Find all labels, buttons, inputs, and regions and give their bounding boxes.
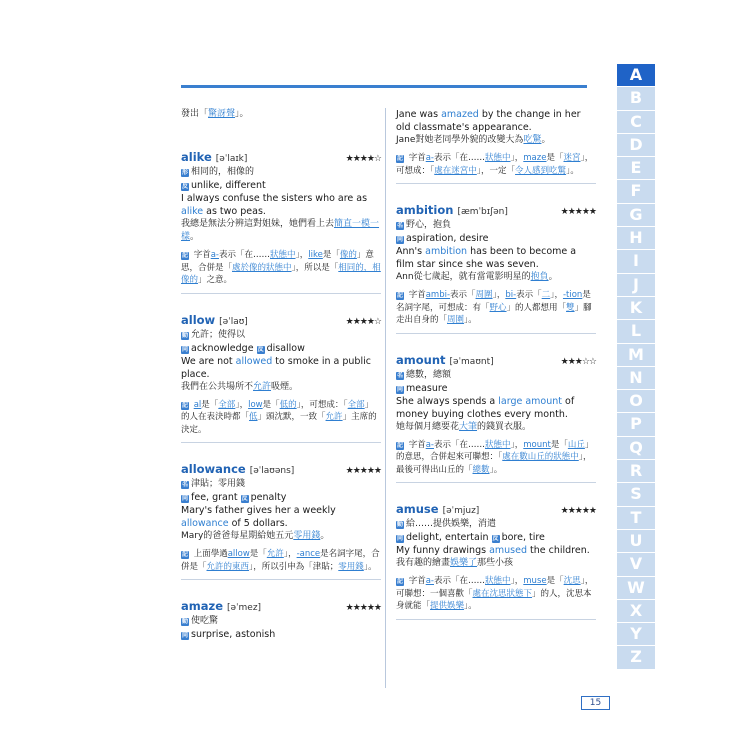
entry-head xyxy=(181,151,381,166)
alphabet-tab-m[interactable]: M xyxy=(617,344,655,366)
alphabet-tab-i[interactable]: I xyxy=(617,250,655,272)
entry-head xyxy=(181,314,381,329)
carryover-text: 發出「驚訝聲」。 xyxy=(181,109,249,119)
entry-head xyxy=(181,600,381,615)
example-en: Ann's ambition has been to become a film star since she was seven. xyxy=(396,246,577,270)
memory-tip: 記 字首a-表示「在……狀態中」，mount是「山丘」的意思，合併起來可聯想：「處在數山丘的狀態中」，最後可得出山丘的「總數」。 xyxy=(396,439,596,484)
alphabet-tabs xyxy=(617,64,655,670)
entry-head xyxy=(396,503,596,518)
alphabet-tab-h[interactable]: H xyxy=(617,227,655,249)
alphabet-tab-x[interactable]: X xyxy=(617,600,655,622)
right-column xyxy=(396,108,596,620)
rating-stars: ★★★★☆ xyxy=(345,316,381,327)
entry-amaze xyxy=(181,600,381,641)
definition: 名 野心，抱負 xyxy=(396,220,452,230)
example-zh: 我們在公共場所不允許吸煙。 xyxy=(181,381,299,392)
entry-amuse xyxy=(396,503,596,620)
synonyms: 同 fee, grant 反 penalty xyxy=(181,492,287,503)
example-en: We are not allowed to smoke in a public place. xyxy=(181,355,371,380)
alphabet-tab-b[interactable]: B xyxy=(617,87,655,109)
pronunciation: [əˈlaʊəns] xyxy=(249,466,295,476)
entry-head xyxy=(396,354,596,369)
antonyms: 反 unlike, different xyxy=(181,180,266,191)
pronunciation: [əˈlaʊ] xyxy=(219,316,248,327)
example-en: Jane was amazed by the change in her old classmate's appearance. xyxy=(396,109,581,133)
alphabet-tab-j[interactable]: J xyxy=(617,274,655,296)
antonym-tag: 反 xyxy=(181,183,188,190)
rating-stars: ★★★★★ xyxy=(560,506,596,516)
pronunciation: [əˈmjuz] xyxy=(442,506,480,516)
alphabet-tab-f[interactable]: F xyxy=(617,180,655,202)
example-zh: 我總是無法分辨這對姐妹，她們看上去簡直一模一樣。 xyxy=(181,219,380,242)
alphabet-tab-q[interactable]: Q xyxy=(617,437,655,459)
rating-stars: ★★★★☆ xyxy=(345,154,381,164)
memory-tip: 記 上面學過allow是「允許」，-ance是名詞字尾，合併是「允許的東西」，所以引申為「津貼；零用錢」。 xyxy=(181,548,381,580)
example-zh: Jane對她老同學外貌的改變大為吃驚。 xyxy=(396,135,551,145)
example-zh: 我有趣的繪畫娛樂了那些小孩 xyxy=(396,558,514,568)
alphabet-tab-v[interactable]: V xyxy=(617,553,655,575)
rating-stars: ★★★★★ xyxy=(345,603,381,613)
example-zh: Mary的爸爸每星期給她五元零用錢。 xyxy=(181,531,330,541)
entry-allow xyxy=(181,314,381,444)
example-en: Mary's father gives her a weekly allowance of 5 dollars. xyxy=(181,505,336,529)
alphabet-tab-w[interactable]: W xyxy=(617,577,655,599)
carryover-link[interactable]: 驚訝聲 xyxy=(208,109,236,119)
alphabet-tab-o[interactable]: O xyxy=(617,390,655,412)
alphabet-tab-k[interactable]: K xyxy=(617,297,655,319)
example-en: She always spends a large amount of money buying clothes every month. xyxy=(396,395,575,420)
alphabet-tab-r[interactable]: R xyxy=(617,460,655,482)
definition: 動 給……提供娛樂，消遣 xyxy=(396,519,497,529)
pos-tag: 形 xyxy=(181,169,188,176)
entry-head xyxy=(396,204,596,219)
rating-stars: ★★★★★ xyxy=(345,466,381,476)
headword: amaze xyxy=(181,599,223,613)
synonyms: 同 delight, entertain 反 bore, tire xyxy=(396,532,545,543)
rating-stars: ★★★☆☆ xyxy=(560,356,596,367)
synonyms: 同 surprise, astonish xyxy=(181,629,276,640)
pronunciation: [əˈmez] xyxy=(227,603,262,613)
definition: 名 津貼；零用錢 xyxy=(181,479,246,489)
entry-head xyxy=(181,463,381,478)
entry-alike xyxy=(181,151,381,294)
entry-amaze-continued xyxy=(396,108,596,184)
memory-tip: 記 字首a-表示「在……狀態中」，like是「像的」意思，合併是「處於像的狀態中」，所以是「相同的，相像的」之意。 xyxy=(181,249,381,294)
alphabet-tab-y[interactable]: Y xyxy=(617,623,655,645)
entry-allowance xyxy=(181,463,381,580)
alphabet-tab-t[interactable]: T xyxy=(617,507,655,529)
alphabet-tab-c[interactable]: C xyxy=(617,111,655,133)
alphabet-tab-z[interactable]: Z xyxy=(617,646,655,668)
memory-tip: 記 al是「全部」，low是「低的」，可想成：「全部」的人在表決時都「低」頭沈默，一致「允許」主席的決定。 xyxy=(181,399,381,444)
headword: allow xyxy=(181,312,216,327)
alphabet-tab-s[interactable]: S xyxy=(617,483,655,505)
pronunciation: [əˈmaʊnt] xyxy=(449,356,494,367)
top-rule xyxy=(181,85,587,88)
alphabet-tab-l[interactable]: L xyxy=(617,320,655,342)
left-column xyxy=(181,108,381,641)
headword: allowance xyxy=(181,462,246,476)
entry-ambition xyxy=(396,204,596,334)
entry-amount xyxy=(396,354,596,484)
pronunciation: [æmˈbɪʃən] xyxy=(457,207,508,217)
definition: 動 允許；使得以 xyxy=(181,329,246,340)
headword: amuse xyxy=(396,502,439,516)
example-en: I always confuse the sisters who are as alike as two peas. xyxy=(181,193,368,217)
alphabet-tab-g[interactable]: G xyxy=(617,204,655,226)
alphabet-tab-d[interactable]: D xyxy=(617,134,655,156)
example-zh: Ann從七歲起，就有當電影明星的抱負。 xyxy=(396,272,558,282)
memory-tip: 記 字首a-表示「在……狀態中」，muse是「沈思」，可聯想：一個喜歡「處在沈思狀態下」的人，沈思本身就能「提供娛樂」。 xyxy=(396,575,596,620)
page-number: 15 xyxy=(581,696,610,710)
memory-tip: 記 字首ambi-表示「周圍」，bi-表示「二」，-tion是名詞字尾，可想成：有「野心」的人都想用「雙」腳走出自身的「周圍」。 xyxy=(396,289,596,334)
definition: 動 使吃驚 xyxy=(181,616,219,626)
headword: alike xyxy=(181,150,212,164)
definition: 名 總數，總額 xyxy=(396,369,452,380)
synonyms: 同 acknowledge 反 disallow xyxy=(181,342,305,354)
alphabet-tab-p[interactable]: P xyxy=(617,413,655,435)
alphabet-tab-n[interactable]: N xyxy=(617,367,655,389)
synonyms: 同 aspiration, desire xyxy=(396,233,489,244)
headword: amount xyxy=(396,352,446,367)
example-zh: 她每個月總要花大筆的錢買衣服。 xyxy=(396,421,532,432)
alphabet-tab-a[interactable]: A xyxy=(617,64,655,86)
synonyms: 同 measure xyxy=(396,382,448,394)
memory-tip: 記 字首a-表示「在……狀態中」，maze是「迷宮」，可想成：「處在迷宮中」，一定「令人感到吃驚」。 xyxy=(396,152,596,184)
headword: ambition xyxy=(396,203,454,217)
rating-stars: ★★★★★ xyxy=(560,207,596,217)
definition: 形 相同的，相像的 xyxy=(181,167,255,177)
pronunciation: [əˈlaɪk] xyxy=(215,154,248,164)
alphabet-tab-e[interactable]: E xyxy=(617,157,655,179)
example-en: My funny drawings amused the children. xyxy=(396,545,590,556)
alphabet-tab-u[interactable]: U xyxy=(617,530,655,552)
column-divider xyxy=(385,108,386,688)
